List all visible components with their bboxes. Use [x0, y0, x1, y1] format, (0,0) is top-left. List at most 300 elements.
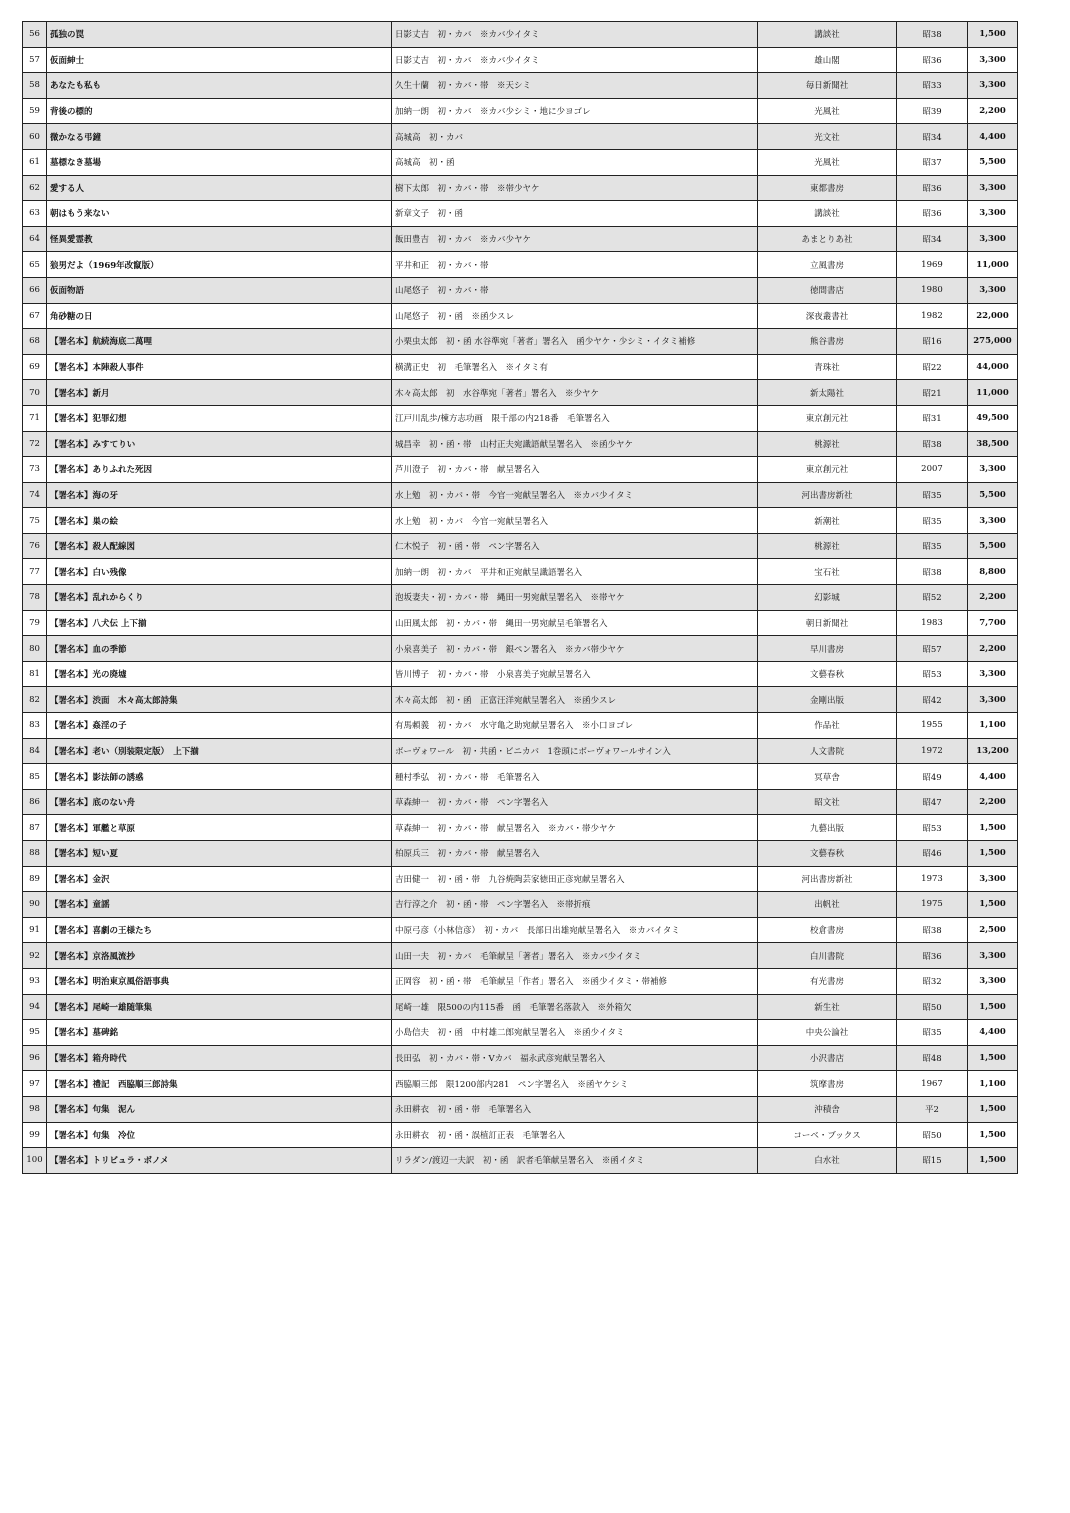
item-publisher: 新潮社: [758, 508, 897, 534]
item-title: 【署名本】姦淫の子: [47, 713, 392, 739]
item-year: 昭34: [897, 124, 968, 150]
item-description: 高城高 初・カバ: [392, 124, 758, 150]
item-publisher: 有光書房: [758, 968, 897, 994]
item-price: 49,500: [968, 405, 1018, 431]
item-price: 4,400: [968, 1020, 1018, 1046]
item-number: 59: [23, 98, 47, 124]
item-year: 昭53: [897, 815, 968, 841]
table-row: [23, 866, 1018, 892]
item-year: 昭31: [897, 405, 968, 431]
table-row: [23, 22, 1018, 48]
item-price: 4,400: [968, 764, 1018, 790]
item-number: 65: [23, 252, 47, 278]
item-price: 2,200: [968, 636, 1018, 662]
item-title: 【署名本】犯罪幻想: [47, 405, 392, 431]
item-year: 昭22: [897, 354, 968, 380]
item-publisher: 昭文社: [758, 789, 897, 815]
table-row: [23, 1122, 1018, 1148]
item-year: 1980: [897, 277, 968, 303]
item-publisher: 深夜叢書社: [758, 303, 897, 329]
item-number: 71: [23, 405, 47, 431]
table-row: [23, 815, 1018, 841]
table-row: [23, 329, 1018, 355]
table-row: [23, 943, 1018, 969]
item-description: 山田風太郎 初・カバ・帯 縄田一男宛献呈毛筆署名入: [392, 610, 758, 636]
item-price: 2,200: [968, 789, 1018, 815]
item-number: 91: [23, 917, 47, 943]
item-number: 56: [23, 22, 47, 48]
item-number: 74: [23, 482, 47, 508]
item-title: 微かなる弔鐘: [47, 124, 392, 150]
item-year: 昭21: [897, 380, 968, 406]
item-description: 草森紳一 初・カバ・帯 ペン字署名入: [392, 789, 758, 815]
table-row: [23, 994, 1018, 1020]
item-title: 【署名本】影法師の誘惑: [47, 764, 392, 790]
item-price: 1,500: [968, 815, 1018, 841]
item-number: 92: [23, 943, 47, 969]
item-title: 【署名本】渋面 木々高太郎詩集: [47, 687, 392, 713]
item-description: 山尾悠子 初・カバ・帯: [392, 277, 758, 303]
table-row: [23, 252, 1018, 278]
item-title: 【署名本】喜劇の王様たち: [47, 917, 392, 943]
item-title: 【署名本】尾崎一雄随筆集: [47, 994, 392, 1020]
item-price: 1,500: [968, 22, 1018, 48]
item-publisher: 熊谷書房: [758, 329, 897, 355]
item-price: 5,500: [968, 482, 1018, 508]
item-number: 61: [23, 149, 47, 175]
item-title: 【署名本】白い残像: [47, 559, 392, 585]
item-title: 【署名本】句集 泥ん: [47, 1096, 392, 1122]
item-publisher: 中央公論社: [758, 1020, 897, 1046]
item-title: 孤独の罠: [47, 22, 392, 48]
item-year: 昭35: [897, 1020, 968, 1046]
item-description: 中原弓彦（小林信彦） 初・カバ 長部日出雄宛献呈署名入 ※カバイタミ: [392, 917, 758, 943]
item-number: 95: [23, 1020, 47, 1046]
item-description: 高城高 初・函: [392, 149, 758, 175]
item-publisher: 毎日新聞社: [758, 73, 897, 99]
item-year: 昭36: [897, 943, 968, 969]
table-row: [23, 149, 1018, 175]
item-title: 墓標なき墓場: [47, 149, 392, 175]
item-number: 58: [23, 73, 47, 99]
item-title: 【署名本】光の廃墟: [47, 661, 392, 687]
item-publisher: 桃源社: [758, 533, 897, 559]
item-publisher: 光文社: [758, 124, 897, 150]
item-number: 96: [23, 1045, 47, 1071]
item-price: 1,500: [968, 841, 1018, 867]
item-title: 【署名本】墓碑銘: [47, 1020, 392, 1046]
item-year: 1975: [897, 892, 968, 918]
table-row: [23, 303, 1018, 329]
item-number: 57: [23, 47, 47, 73]
item-description: 西脇順三郎 限1200部内281 ペン字署名入 ※函ヤケシミ: [392, 1071, 758, 1097]
item-price: 38,500: [968, 431, 1018, 457]
table-row: [23, 124, 1018, 150]
item-description: 水上勉 初・カバ・帯 今官一宛献呈署名入 ※カバ少イタミ: [392, 482, 758, 508]
item-year: 昭52: [897, 585, 968, 611]
item-description: 山田一夫 初・カバ 毛筆献呈「著者」署名入 ※カバ少イタミ: [392, 943, 758, 969]
item-description: 水上勉 初・カバ 今官一宛献呈署名入: [392, 508, 758, 534]
item-title: 【署名本】八犬伝 上下揃: [47, 610, 392, 636]
item-description: 江戸川乱歩/棟方志功画 限千部の内218番 毛筆署名入: [392, 405, 758, 431]
item-number: 60: [23, 124, 47, 150]
item-publisher: 河出書房新社: [758, 866, 897, 892]
item-publisher: 東京創元社: [758, 457, 897, 483]
item-publisher: 筑摩書房: [758, 1071, 897, 1097]
item-price: 1,500: [968, 994, 1018, 1020]
item-description: 皆川博子 初・カバ・帯 小泉喜美子宛献呈署名入: [392, 661, 758, 687]
item-publisher: 光風社: [758, 149, 897, 175]
table-row: [23, 431, 1018, 457]
item-price: 2,500: [968, 917, 1018, 943]
item-publisher: 新太陽社: [758, 380, 897, 406]
item-number: 89: [23, 866, 47, 892]
item-number: 94: [23, 994, 47, 1020]
item-publisher: 文藝春秋: [758, 841, 897, 867]
item-title: 【署名本】底のない舟: [47, 789, 392, 815]
item-description: 木々高太郎 初 水谷準宛「著者」署名入 ※少ヤケ: [392, 380, 758, 406]
item-year: 昭35: [897, 482, 968, 508]
item-title: 【署名本】句集 冷位: [47, 1122, 392, 1148]
item-year: 昭38: [897, 559, 968, 585]
item-number: 98: [23, 1096, 47, 1122]
item-number: 100: [23, 1148, 47, 1174]
item-price: 5,500: [968, 149, 1018, 175]
item-price: 5,500: [968, 533, 1018, 559]
item-publisher: 東都書房: [758, 175, 897, 201]
item-price: 275,000: [968, 329, 1018, 355]
item-price: 3,300: [968, 687, 1018, 713]
item-number: 73: [23, 457, 47, 483]
item-year: 2007: [897, 457, 968, 483]
item-title: 【署名本】明治東京風俗語事典: [47, 968, 392, 994]
item-price: 13,200: [968, 738, 1018, 764]
item-price: 3,300: [968, 508, 1018, 534]
item-year: 昭38: [897, 431, 968, 457]
item-description: 芦川澄子 初・カバ・帯 献呈署名入: [392, 457, 758, 483]
item-description: 山尾悠子 初・函 ※函少スレ: [392, 303, 758, 329]
item-description: 日影丈吉 初・カバ ※カバ少イタミ: [392, 22, 758, 48]
item-description: 加納一朗 初・カバ ※カバ少シミ・地に少ヨゴレ: [392, 98, 758, 124]
item-description: 日影丈吉 初・カバ ※カバ少イタミ: [392, 47, 758, 73]
table-row: [23, 917, 1018, 943]
item-description: 横溝正史 初 毛筆署名入 ※イタミ有: [392, 354, 758, 380]
item-publisher: 人文書院: [758, 738, 897, 764]
item-price: 3,300: [968, 943, 1018, 969]
table-row: [23, 610, 1018, 636]
table-row: [23, 226, 1018, 252]
item-year: 昭15: [897, 1148, 968, 1174]
table-row: [23, 201, 1018, 227]
item-number: 86: [23, 789, 47, 815]
table-row: [23, 482, 1018, 508]
item-year: 1969: [897, 252, 968, 278]
item-description: 小泉喜美子 初・カバ・帯 銀ペン署名入 ※カバ帯少ヤケ: [392, 636, 758, 662]
item-price: 3,300: [968, 968, 1018, 994]
item-price: 3,300: [968, 226, 1018, 252]
item-publisher: コーベ・ブックス: [758, 1122, 897, 1148]
item-description: 種村季弘 初・カバ・帯 毛筆署名入: [392, 764, 758, 790]
table-row: [23, 585, 1018, 611]
item-price: 1,500: [968, 1148, 1018, 1174]
item-year: 昭38: [897, 22, 968, 48]
item-publisher: 出帆社: [758, 892, 897, 918]
item-publisher: 朝日新聞社: [758, 610, 897, 636]
item-description: 小島信夫 初・函 中村雄二郎宛献呈署名入 ※函少イタミ: [392, 1020, 758, 1046]
item-publisher: 白川書院: [758, 943, 897, 969]
item-publisher: 校倉書房: [758, 917, 897, 943]
item-price: 44,000: [968, 354, 1018, 380]
item-year: 昭37: [897, 149, 968, 175]
item-number: 80: [23, 636, 47, 662]
table-row: [23, 98, 1018, 124]
item-publisher: 雄山閣: [758, 47, 897, 73]
item-number: 62: [23, 175, 47, 201]
item-publisher: 河出書房新社: [758, 482, 897, 508]
item-price: 22,000: [968, 303, 1018, 329]
item-publisher: 宝石社: [758, 559, 897, 585]
item-year: 昭53: [897, 661, 968, 687]
item-title: 【署名本】みすてりい: [47, 431, 392, 457]
item-number: 97: [23, 1071, 47, 1097]
item-year: 昭32: [897, 968, 968, 994]
item-title: 【署名本】京洛風流抄: [47, 943, 392, 969]
item-year: 昭57: [897, 636, 968, 662]
item-number: 76: [23, 533, 47, 559]
item-number: 87: [23, 815, 47, 841]
item-number: 70: [23, 380, 47, 406]
item-publisher: 九藝出版: [758, 815, 897, 841]
table-row: [23, 559, 1018, 585]
item-year: 昭42: [897, 687, 968, 713]
item-description: 正岡容 初・函・帯 毛筆献呈「作者」署名入 ※函少イタミ・帯補修: [392, 968, 758, 994]
item-title: 【署名本】軍艦と草原: [47, 815, 392, 841]
item-publisher: 白水社: [758, 1148, 897, 1174]
item-number: 79: [23, 610, 47, 636]
item-title: 狼男だよ（1969年改竄版）: [47, 252, 392, 278]
item-year: 昭34: [897, 226, 968, 252]
item-description: 泡坂妻夫・初・カバ・帯 縄田一男宛献呈署名入 ※帯ヤケ: [392, 585, 758, 611]
item-title: 【署名本】ありふれた死因: [47, 457, 392, 483]
item-number: 64: [23, 226, 47, 252]
catalog-body: [23, 22, 1018, 1174]
table-row: [23, 405, 1018, 431]
item-title: 【署名本】トリビュラ・ボノメ: [47, 1148, 392, 1174]
item-description: 吉田健一 初・函・帯 九谷焼陶芸家徳田正彦宛献呈署名入: [392, 866, 758, 892]
item-year: 昭50: [897, 994, 968, 1020]
table-row: [23, 764, 1018, 790]
item-number: 75: [23, 508, 47, 534]
item-year: 昭39: [897, 98, 968, 124]
table-row: [23, 738, 1018, 764]
item-title: 仮面物語: [47, 277, 392, 303]
item-year: 昭35: [897, 533, 968, 559]
item-publisher: 徳間書店: [758, 277, 897, 303]
item-year: 1972: [897, 738, 968, 764]
item-number: 81: [23, 661, 47, 687]
item-title: 【署名本】新月: [47, 380, 392, 406]
item-description: 飯田豊吉 初・カバ ※カバ少ヤケ: [392, 226, 758, 252]
table-row: [23, 968, 1018, 994]
item-price: 1,500: [968, 1122, 1018, 1148]
item-description: 加納一朗 初・カバ 平井和正宛献呈識語署名入: [392, 559, 758, 585]
item-number: 85: [23, 764, 47, 790]
item-publisher: 光風社: [758, 98, 897, 124]
item-title: 愛する人: [47, 175, 392, 201]
item-price: 1,500: [968, 1045, 1018, 1071]
item-description: 尾崎一雄 限500の内115番 函 毛筆署名落款入 ※外箱欠: [392, 994, 758, 1020]
item-price: 3,300: [968, 73, 1018, 99]
item-publisher: 幻影城: [758, 585, 897, 611]
item-price: 3,300: [968, 175, 1018, 201]
item-title: 仮面紳士: [47, 47, 392, 73]
item-number: 90: [23, 892, 47, 918]
item-title: 怪異愛霊教: [47, 226, 392, 252]
item-year: 昭47: [897, 789, 968, 815]
item-year: 平2: [897, 1096, 968, 1122]
item-price: 3,300: [968, 457, 1018, 483]
table-row: [23, 1020, 1018, 1046]
item-price: 1,100: [968, 713, 1018, 739]
item-description: 樹下太郎 初・カバ・帯 ※帯少ヤケ: [392, 175, 758, 201]
table-row: [23, 892, 1018, 918]
item-number: 72: [23, 431, 47, 457]
item-year: 昭35: [897, 508, 968, 534]
table-row: [23, 533, 1018, 559]
item-number: 68: [23, 329, 47, 355]
item-year: 1982: [897, 303, 968, 329]
item-description: 新章文子 初・函: [392, 201, 758, 227]
table-row: [23, 277, 1018, 303]
table-row: [23, 661, 1018, 687]
item-price: 3,300: [968, 661, 1018, 687]
item-year: 昭49: [897, 764, 968, 790]
item-price: 3,300: [968, 47, 1018, 73]
item-title: 【署名本】海の牙: [47, 482, 392, 508]
item-price: 7,700: [968, 610, 1018, 636]
item-price: 2,200: [968, 585, 1018, 611]
item-number: 82: [23, 687, 47, 713]
item-number: 99: [23, 1122, 47, 1148]
item-year: 昭48: [897, 1045, 968, 1071]
item-price: 4,400: [968, 124, 1018, 150]
item-number: 84: [23, 738, 47, 764]
item-price: 3,300: [968, 277, 1018, 303]
item-description: 柏原兵三 初・カバ・帯 献呈署名入: [392, 841, 758, 867]
item-number: 78: [23, 585, 47, 611]
item-title: 角砂糖の日: [47, 303, 392, 329]
item-description: 城昌幸 初・函・帯 山村正夫宛識語献呈署名入 ※函少ヤケ: [392, 431, 758, 457]
item-price: 8,800: [968, 559, 1018, 585]
table-row: [23, 457, 1018, 483]
item-description: 長田弘 初・カバ・帯・Vカバ 福永武彦宛献呈署名入: [392, 1045, 758, 1071]
table-row: [23, 1071, 1018, 1097]
table-row: [23, 713, 1018, 739]
item-year: 昭46: [897, 841, 968, 867]
item-price: 11,000: [968, 252, 1018, 278]
item-publisher: 講談社: [758, 201, 897, 227]
item-number: 63: [23, 201, 47, 227]
item-description: 有馬頼義 初・カバ 水守亀之助宛献呈署名入 ※小口ヨゴレ: [392, 713, 758, 739]
item-number: 83: [23, 713, 47, 739]
item-title: 【署名本】巣の絵: [47, 508, 392, 534]
item-price: 1,100: [968, 1071, 1018, 1097]
table-row: [23, 175, 1018, 201]
item-price: 1,500: [968, 1096, 1018, 1122]
item-publisher: 小沢書店: [758, 1045, 897, 1071]
item-title: 【署名本】金沢: [47, 866, 392, 892]
item-title: 【署名本】本陣殺人事件: [47, 354, 392, 380]
item-description: 仁木悦子 初・函・帯 ペン字署名入: [392, 533, 758, 559]
table-row: [23, 1148, 1018, 1174]
item-title: あなたも私も: [47, 73, 392, 99]
table-row: [23, 73, 1018, 99]
table-row: [23, 636, 1018, 662]
item-description: 吉行淳之介 初・函・帯 ペン字署名入 ※帯折痕: [392, 892, 758, 918]
item-description: ボーヴォワール 初・共函・ビニカバ 1巻頭にボーヴォワールサイン入: [392, 738, 758, 764]
item-price: 11,000: [968, 380, 1018, 406]
item-description: 小栗虫太郎 初・函 水谷準宛「著者」署名入 函少ヤケ・少シミ・イタミ補修: [392, 329, 758, 355]
item-title: 【署名本】禮記 西脇順三郎詩集: [47, 1071, 392, 1097]
item-price: 2,200: [968, 98, 1018, 124]
item-publisher: 新生社: [758, 994, 897, 1020]
item-year: 昭16: [897, 329, 968, 355]
item-number: 69: [23, 354, 47, 380]
item-title: 朝はもう来ない: [47, 201, 392, 227]
item-title: 【署名本】航続海底二萬哩: [47, 329, 392, 355]
item-number: 93: [23, 968, 47, 994]
item-publisher: 金剛出版: [758, 687, 897, 713]
table-row: [23, 1096, 1018, 1122]
item-description: 久生十蘭 初・カバ・帯 ※天シミ: [392, 73, 758, 99]
item-publisher: 講談社: [758, 22, 897, 48]
item-year: 昭50: [897, 1122, 968, 1148]
item-year: 昭36: [897, 47, 968, 73]
item-publisher: 桃源社: [758, 431, 897, 457]
item-year: 1973: [897, 866, 968, 892]
table-row: [23, 380, 1018, 406]
item-title: 【署名本】殺人配線図: [47, 533, 392, 559]
item-year: 昭33: [897, 73, 968, 99]
item-year: 1983: [897, 610, 968, 636]
item-description: 平井和正 初・カバ・帯: [392, 252, 758, 278]
item-publisher: 立風書房: [758, 252, 897, 278]
item-description: 永田耕衣 初・函・帯 毛筆署名入: [392, 1096, 758, 1122]
item-publisher: 青珠社: [758, 354, 897, 380]
item-description: 永田耕衣 初・函・誤植訂正表 毛筆署名入: [392, 1122, 758, 1148]
item-number: 67: [23, 303, 47, 329]
book-catalog-table: [22, 21, 1018, 1174]
item-year: 1967: [897, 1071, 968, 1097]
item-publisher: 東京創元社: [758, 405, 897, 431]
item-publisher: 早川書房: [758, 636, 897, 662]
item-title: 【署名本】血の季節: [47, 636, 392, 662]
item-title: 【署名本】童謡: [47, 892, 392, 918]
table-row: [23, 354, 1018, 380]
item-year: 1955: [897, 713, 968, 739]
item-title: 背後の標的: [47, 98, 392, 124]
item-title: 【署名本】乱れからくり: [47, 585, 392, 611]
item-number: 77: [23, 559, 47, 585]
table-row: [23, 1045, 1018, 1071]
item-year: 昭36: [897, 201, 968, 227]
item-title: 【署名本】箱舟時代: [47, 1045, 392, 1071]
item-description: リラダン/渡辺一夫訳 初・函 訳者毛筆献呈署名入 ※函イタミ: [392, 1148, 758, 1174]
item-price: 3,300: [968, 866, 1018, 892]
item-publisher: 文藝春秋: [758, 661, 897, 687]
item-price: 1,500: [968, 892, 1018, 918]
item-number: 66: [23, 277, 47, 303]
